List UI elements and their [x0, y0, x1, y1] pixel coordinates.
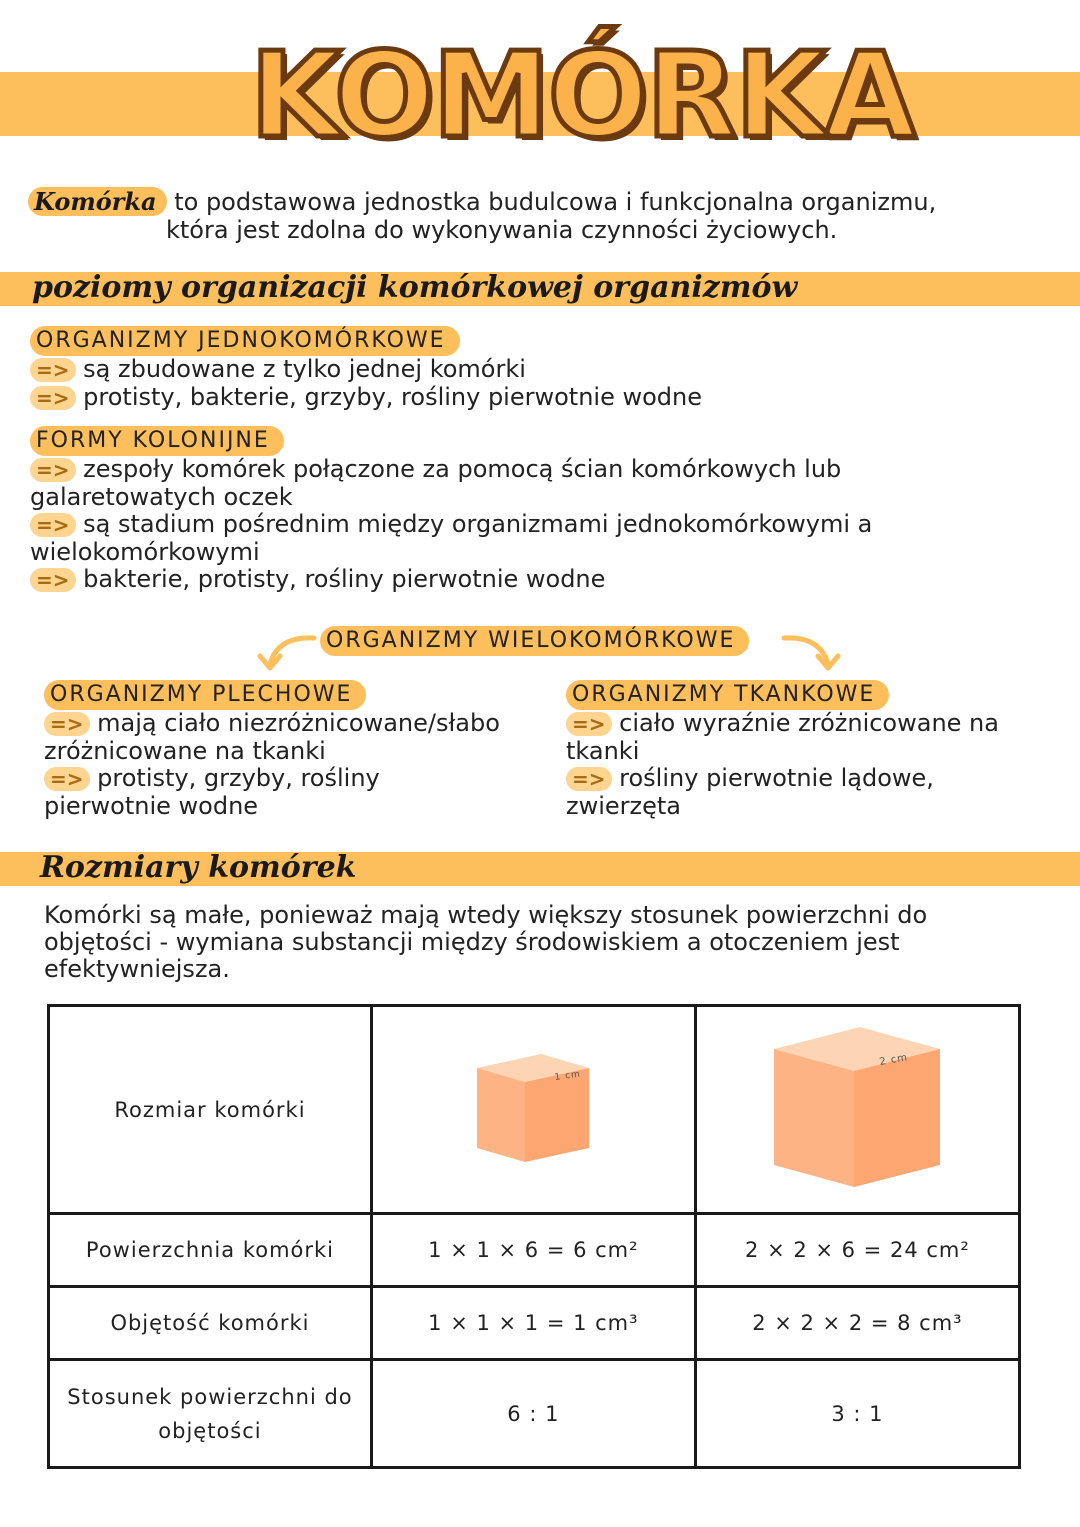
list-item [30, 456, 1040, 484]
arrow-marker: => [30, 386, 76, 410]
large-ratio-value: 3 : 1 [695, 1360, 1019, 1468]
curved-arrow-left-icon [256, 630, 320, 674]
list-item [566, 710, 1066, 738]
arrow-marker: => [30, 568, 76, 592]
thalloid-block [44, 680, 544, 820]
arrow-marker: => [566, 712, 612, 736]
small-cube-cell [371, 1006, 695, 1214]
list-item-continued: wielokomórkowymi [30, 538, 260, 566]
list-item [30, 384, 1030, 412]
list-item [44, 765, 544, 793]
ratio-label-line: objętości [158, 1418, 262, 1443]
arrow-marker: => [44, 712, 90, 736]
row-label-ratio [49, 1360, 372, 1468]
sizes-paragraph [44, 902, 1004, 983]
paragraph-line: Komórki są małe, ponieważ mają wtedy większy stosunek powierzchni do [44, 901, 928, 929]
list-item-text: protisty, bakterie, grzyby, rośliny pierwotnie wodne [83, 383, 702, 411]
list-item [44, 710, 544, 738]
list-item-continued: galaretowatych oczek [30, 483, 293, 511]
section-title-sizes: Rozmiary komórek [40, 850, 357, 885]
table-row [49, 1360, 1020, 1468]
list-item-text: są stadium pośrednim między organizmami jednokomórkowymi a [83, 510, 873, 538]
list-item-text: protisty, grzyby, rośliny [97, 764, 380, 792]
large-cube-icon [762, 1025, 952, 1195]
intro-definition [28, 188, 1028, 244]
list-item-text: zespoły komórek połączone za pomocą ścian komórkowych lub [83, 455, 842, 483]
list-item [30, 566, 1040, 594]
intro-text-1: to podstawowa jednostka budulcowa i funkcjonalna organizmu, [174, 188, 937, 216]
list-item [30, 511, 1040, 539]
arrow-marker: => [30, 458, 76, 482]
large-volume-value: 2 × 2 × 2 = 8 cm³ [695, 1287, 1019, 1360]
table-row [49, 1287, 1020, 1360]
intro-text-2: która jest zdolna do wykonywania czynności życiowych. [166, 216, 838, 244]
small-ratio-value: 6 : 1 [371, 1360, 695, 1468]
arrow-marker: => [30, 358, 76, 382]
row-label-size: Rozmiar komórki [49, 1006, 372, 1214]
list-item-text: są zbudowane z tylko jednej komórki [83, 355, 526, 383]
table-row [49, 1214, 1020, 1287]
list-item-text: rośliny pierwotnie lądowe, [619, 764, 934, 792]
small-cube-label: 1 cm [554, 1068, 582, 1083]
intro-line-1 [28, 188, 1028, 216]
thalloid-label: ORGANIZMY PLECHOWE [44, 680, 366, 710]
unicellular-block [30, 326, 1030, 412]
large-cube-cell [695, 1006, 1019, 1214]
row-label-surface: Powierzchnia komórki [49, 1214, 372, 1287]
colonial-block [30, 426, 1040, 594]
ratio-label-line: Stosunek powierzchni do [67, 1384, 353, 1409]
page-title: KOMÓRKA [250, 26, 914, 164]
small-cube-icon [463, 1050, 603, 1170]
paragraph-line: efektywniejsza. [44, 955, 230, 983]
list-item-text: mają ciało niezróżnicowane/słabo [97, 709, 500, 737]
list-item-text: bakterie, protisty, rośliny pierwotnie wodne [83, 565, 606, 593]
list-item-continued: zwierzęta [566, 792, 682, 820]
list-item-continued: zróżnicowane na tkanki [44, 737, 326, 765]
list-item-continued: pierwotnie wodne [44, 792, 259, 820]
cell-size-table [47, 1004, 1021, 1469]
table-row [49, 1006, 1020, 1214]
section-title-levels: poziomy organizacji komórkowej organizmów [32, 270, 798, 305]
list-item-continued: tkanki [566, 737, 640, 765]
curved-arrow-right-icon [778, 630, 842, 674]
unicellular-label: ORGANIZMY JEDNOKOMÓRKOWE [30, 326, 460, 356]
large-surface-value: 2 × 2 × 6 = 24 cm² [695, 1214, 1019, 1287]
tissue-block [566, 680, 1066, 820]
row-label-volume: Objętość komórki [49, 1287, 372, 1360]
arrow-marker: => [566, 767, 612, 791]
small-volume-value: 1 × 1 × 1 = 1 cm³ [371, 1287, 695, 1360]
large-cube-label: 2 cm [879, 1051, 910, 1068]
colonial-label: FORMY KOLONIJNE [30, 426, 284, 456]
arrow-marker: => [44, 767, 90, 791]
multicellular-label: ORGANIZMY WIELOKOMÓRKOWE [320, 626, 749, 656]
list-item [30, 356, 1030, 384]
tissue-label: ORGANIZMY TKANKOWE [566, 680, 889, 710]
arrow-marker: => [30, 513, 76, 537]
list-item-text: ciało wyraźnie zróżnicowane na [619, 709, 999, 737]
intro-term: Komórka [28, 187, 167, 216]
list-item [566, 765, 1066, 793]
small-surface-value: 1 × 1 × 6 = 6 cm² [371, 1214, 695, 1287]
paragraph-line: objętości - wymiana substancji między środowiskiem a otoczeniem jest [44, 928, 900, 956]
